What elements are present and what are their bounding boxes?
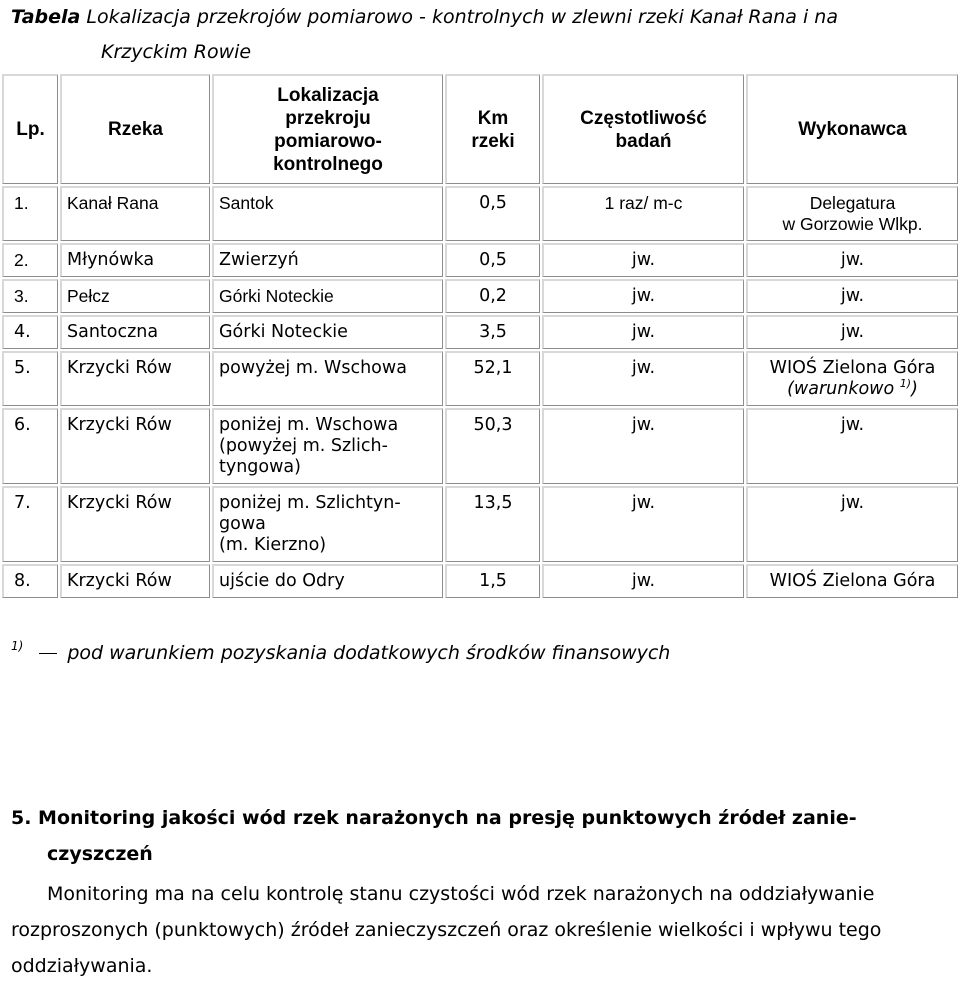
cell-rzeka: Krzycki Rów xyxy=(60,486,210,562)
cell-lp: 7. xyxy=(2,486,58,562)
cell-lp: 8. xyxy=(2,564,58,598)
cell-wykonawca: jw. xyxy=(746,243,958,277)
cell-wykonawca xyxy=(746,186,958,241)
footnote-ref: 1) xyxy=(899,377,912,391)
cell-km: 0,2 xyxy=(445,279,540,313)
lok-line: (powyżej m. Szlich- xyxy=(219,436,388,456)
cell-lp: 4. xyxy=(2,315,58,349)
cell-km: 52,1 xyxy=(445,351,540,406)
cell-wykonawca: jw. xyxy=(746,279,958,313)
cell-czestotliwosc: jw. xyxy=(542,486,744,562)
cell-rzeka: Krzycki Rów xyxy=(60,408,210,484)
lok-line: Zwierzyń xyxy=(219,250,299,270)
section-body-line-3: oddziaływania. xyxy=(11,955,153,977)
header-lp: Lp. xyxy=(2,74,58,184)
wyk-line: Delegatura xyxy=(809,193,896,213)
section-body xyxy=(11,876,951,984)
cell-rzeka: Krzycki Rów xyxy=(60,564,210,598)
cell-km: 3,5 xyxy=(445,315,540,349)
section-body-line-2: rozproszonych (punktowych) źródeł zanieczyszczeń oraz określenie wielkości i wpływu tego xyxy=(11,919,882,941)
cell-czestotliwosc: jw. xyxy=(542,351,744,406)
lok-line: powyżej m. Wschowa xyxy=(219,358,407,378)
wyk-line: WIOŚ Zielona Góra xyxy=(769,358,936,378)
caption-line-2: Krzyckim Rowie xyxy=(101,41,252,63)
cell-rzeka: Pełcz xyxy=(60,279,210,313)
cell-km: 13,5 xyxy=(445,486,540,562)
cell-wykonawca xyxy=(746,351,958,406)
cell-rzeka: Krzycki Rów xyxy=(60,351,210,406)
caption-label: Tabela xyxy=(11,6,81,28)
cell-rzeka: Santoczna xyxy=(60,315,210,349)
cell-lokalizacja xyxy=(212,564,443,598)
caption-line-1 xyxy=(11,0,956,35)
lok-line: (m. Kierzno) xyxy=(219,535,327,555)
cell-czestotliwosc: jw. xyxy=(542,408,744,484)
lok-line: Górki Noteckie xyxy=(219,322,348,342)
cell-czestotliwosc: 1 raz/ m-c xyxy=(542,186,744,241)
cell-lp: 6. xyxy=(2,408,58,484)
section-5 xyxy=(11,800,951,984)
cell-km: 0,5 xyxy=(445,243,540,277)
table-row xyxy=(2,243,958,277)
header-czest-line: badań xyxy=(615,130,672,152)
cell-czestotliwosc: jw. xyxy=(542,243,744,277)
cell-lokalizacja xyxy=(212,315,443,349)
lok-line: Santok xyxy=(219,193,274,213)
cell-lp: 5. xyxy=(2,351,58,406)
footnote xyxy=(11,639,671,664)
wyk-note-close: ) xyxy=(911,379,918,399)
lok-line: gowa xyxy=(219,514,266,534)
lok-line: tyngowa) xyxy=(219,457,301,477)
header-lokalizacja-line: przekroju xyxy=(285,107,371,129)
cell-lokalizacja xyxy=(212,351,443,406)
cell-lokalizacja xyxy=(212,486,443,562)
header-wykonawca: Wykonawca xyxy=(746,74,958,184)
cell-wykonawca: jw. xyxy=(746,408,958,484)
table-row xyxy=(2,279,958,313)
table-row xyxy=(2,564,958,598)
wyk-note-text: (warunkowo xyxy=(787,379,895,399)
cell-wykonawca: WIOŚ Zielona Góra xyxy=(746,564,958,598)
table-row xyxy=(2,408,958,484)
table-caption xyxy=(11,0,956,70)
section-heading-line-2: czyszczeń xyxy=(47,843,153,865)
header-rzeka: Rzeka xyxy=(60,74,210,184)
cell-czestotliwosc: jw. xyxy=(542,564,744,598)
table-row xyxy=(2,351,958,406)
lok-line: ujście do Odry xyxy=(219,571,345,591)
cell-lp: 3. xyxy=(2,279,58,313)
lok-line: Górki Noteckie xyxy=(219,286,334,306)
cell-km: 0,5 xyxy=(445,186,540,241)
header-km xyxy=(445,74,540,184)
wyk-note xyxy=(748,379,957,400)
header-km-line: Km xyxy=(477,107,509,129)
lok-line: poniżej m. Wschowa xyxy=(219,415,399,435)
footnote-dash xyxy=(39,653,57,654)
cell-rzeka: Młynówka xyxy=(60,243,210,277)
monitoring-points-table xyxy=(0,72,960,600)
cell-wykonawca: jw. xyxy=(746,315,958,349)
section-heading-line-1: 5. Monitoring jakości wód rzek narażonych na presję punktowych źródeł zanie- xyxy=(11,807,857,829)
header-lokalizacja-line: pomiarowo- xyxy=(274,130,382,152)
cell-lokalizacja xyxy=(212,408,443,484)
header-lokalizacja xyxy=(212,74,443,184)
table-row xyxy=(2,486,958,562)
table-header-row xyxy=(2,74,958,184)
section-heading xyxy=(11,800,951,872)
section-body-line-1: Monitoring ma na celu kontrolę stanu czystości wód rzek narażonych na oddziaływanie xyxy=(47,883,875,905)
cell-rzeka: Kanał Rana xyxy=(60,186,210,241)
table-row xyxy=(2,186,958,241)
cell-lp: 2. xyxy=(2,243,58,277)
header-czest-line: Częstotliwość xyxy=(580,107,707,129)
footnote-mark: 1) xyxy=(11,639,24,653)
wyk-line: w Gorzowie Wlkp. xyxy=(782,214,923,234)
cell-czestotliwosc: jw. xyxy=(542,315,744,349)
lok-line: poniżej m. Szlichtyn- xyxy=(219,493,401,513)
header-lokalizacja-line: kontrolnego xyxy=(273,153,383,175)
header-lokalizacja-line: Lokalizacja xyxy=(277,84,379,106)
cell-czestotliwosc: jw. xyxy=(542,279,744,313)
header-km-line: rzeki xyxy=(471,130,515,152)
cell-lokalizacja xyxy=(212,279,443,313)
table-row xyxy=(2,315,958,349)
footnote-text: pod warunkiem pozyskania dodatkowych środków finansowych xyxy=(67,642,671,664)
cell-km: 50,3 xyxy=(445,408,540,484)
cell-lokalizacja xyxy=(212,243,443,277)
caption-text-1: Lokalizacja przekrojów pomiarowo - kontrolnych w zlewni rzeki Kanał Rana i na xyxy=(86,6,838,28)
cell-lp: 1. xyxy=(2,186,58,241)
cell-wykonawca: jw. xyxy=(746,486,958,562)
cell-lokalizacja xyxy=(212,186,443,241)
header-czestotliwosc xyxy=(542,74,744,184)
cell-km: 1,5 xyxy=(445,564,540,598)
